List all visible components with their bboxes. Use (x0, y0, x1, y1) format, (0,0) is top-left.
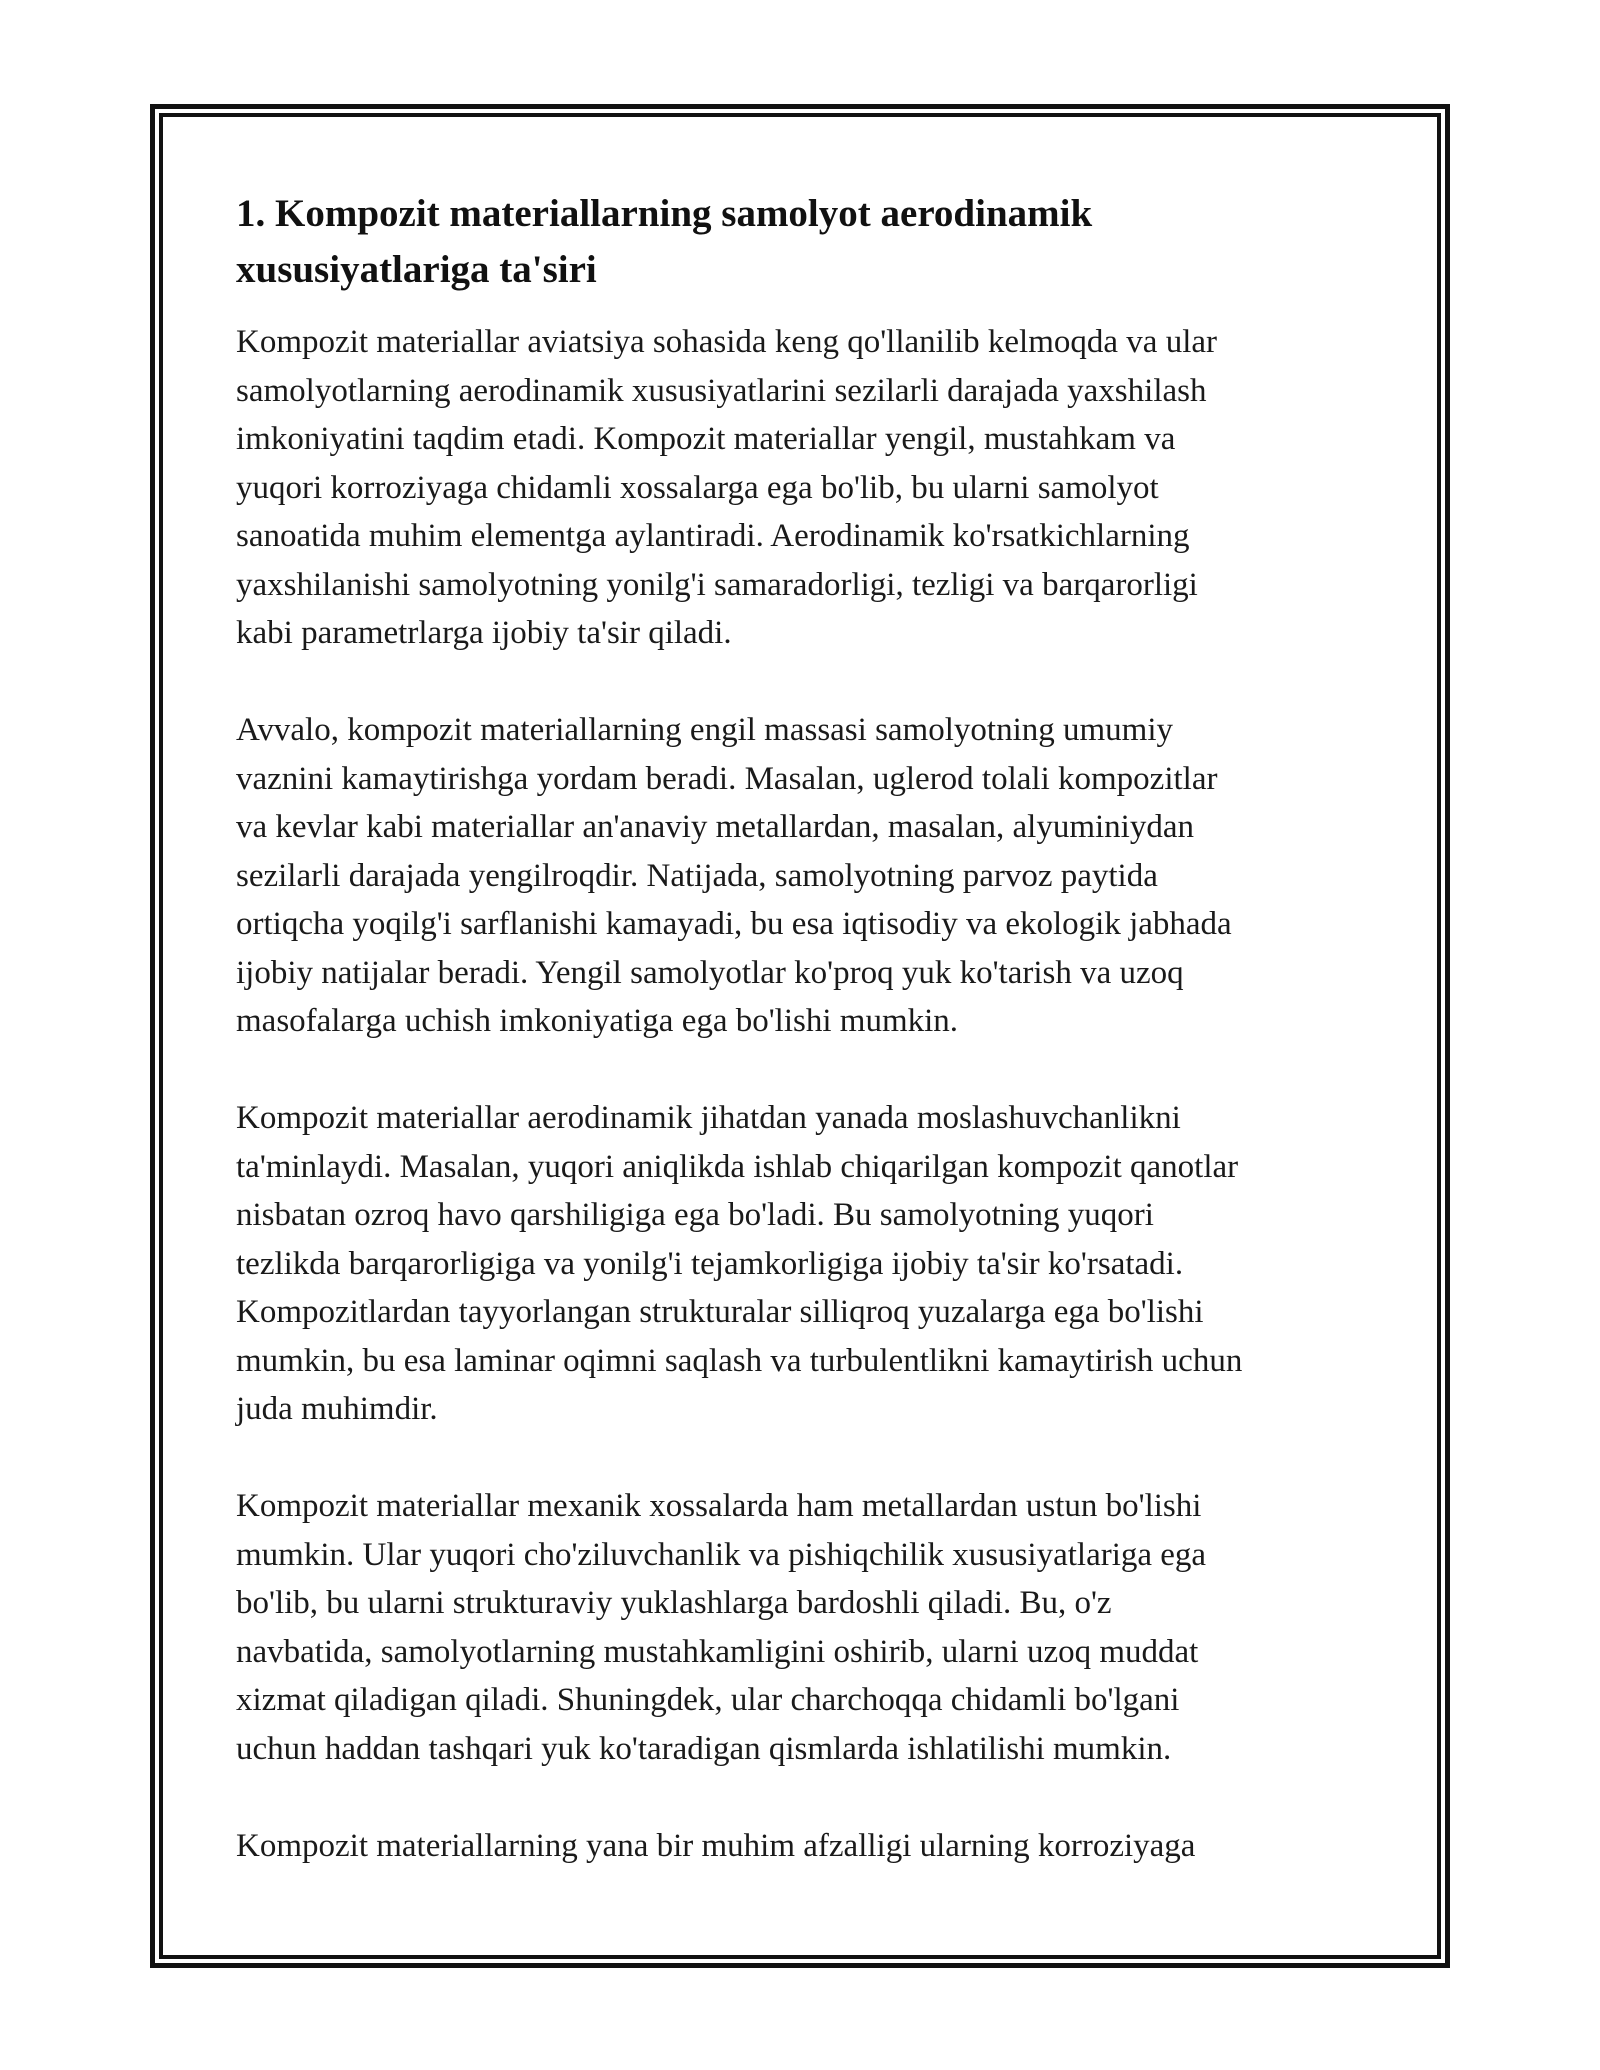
paragraph-3: Kompozit materiallar aerodinamik jihatdan yanada moslashuvchanlikni ta'minlaydi. Masalan, yuqori aniqlikda ishlab chiqarilgan kompozit qanotlar nisbatan ozroq havo qarshiligiga ega bo'ladi. Bu samolyotning yuqori tezlikda barqarorligiga va yonilg'i tejamkorligiga ijobiy ta'sir ko'rsatadi. Kompozitlardan tayyorlangan strukturalar silliqroq yuzalarga ega bo'lishi mumkin, bu esa laminar oqimni saqlash va turbulentlikni kamaytirish uchun juda muhimdir. (236, 1100, 1243, 1427)
paragraph-1: Kompozit materiallar aviatsiya sohasida keng qo'llanilib kelmoqda va ular samolyotlarning aerodinamik xususiyatlarini sezilarli darajada yaxshilash imkoniyatini taqdim etadi. Kompozit materiallar yengil, mustahkam va yuqori korroziyaga chidamli xossalarga ega bo'lib, bu ularni samolyot sanoatida muhim elementga aylantiradi. Aerodinamik ko'rsatkichlarning yaxshilanishi samolyotning yonilg'i samaradorligi, tezligi va barqarorligi kabi parametrlarga ijobiy ta'sir qiladi. (236, 324, 1217, 651)
document-body (236, 186, 1366, 1919)
section-heading: 1. Kompozit materiallarning samolyot aerodinamik xususiyatlariga ta'siri (236, 192, 1093, 291)
paragraph-4: Kompozit materiallar mexanik xossalarda ham metallardan ustun bo'lishi mumkin. Ular yuqori cho'ziluvchanlik va pishiqchilik xususiyatlariga ega bo'lib, bu ularni strukturaviy yuklashlarga bardoshli qiladi. Bu, o'z navbatida, samolyotlarning mustahkamligini oshirib, ularni uzoq muddat xizmat qiladigan qiladi. Shuningdek, ular charchoqqa chidamli bo'lgani uchun haddan tashqari yuk ko'taradigan qismlarda ishlatilishi mumkin. (236, 1488, 1207, 1767)
paragraph-2: Avvalo, kompozit materiallarning engil massasi samolyotning umumiy vaznini kamaytirishga yordam beradi. Masalan, uglerod tolali kompozitlar va kevlar kabi materiallar an'anaviy metallardan, masalan, alyuminiydan sezilarli darajada yengilroqdir. Natijada, samolyotning parvoz paytida ortiqcha yoqilg'i sarflanishi kamayadi, bu esa iqtisodiy va ekologik jabhada ijobiy natijalar beradi. Yengil samolyotlar ko'proq yuk ko'tarish va uzoq masofalarga uchish imkoniyatiga ega bo'lishi mumkin. (236, 712, 1232, 1039)
paragraph-5: Kompozit materiallarning yana bir muhim afzalligi ularning korroziyaga (236, 1827, 1196, 1864)
